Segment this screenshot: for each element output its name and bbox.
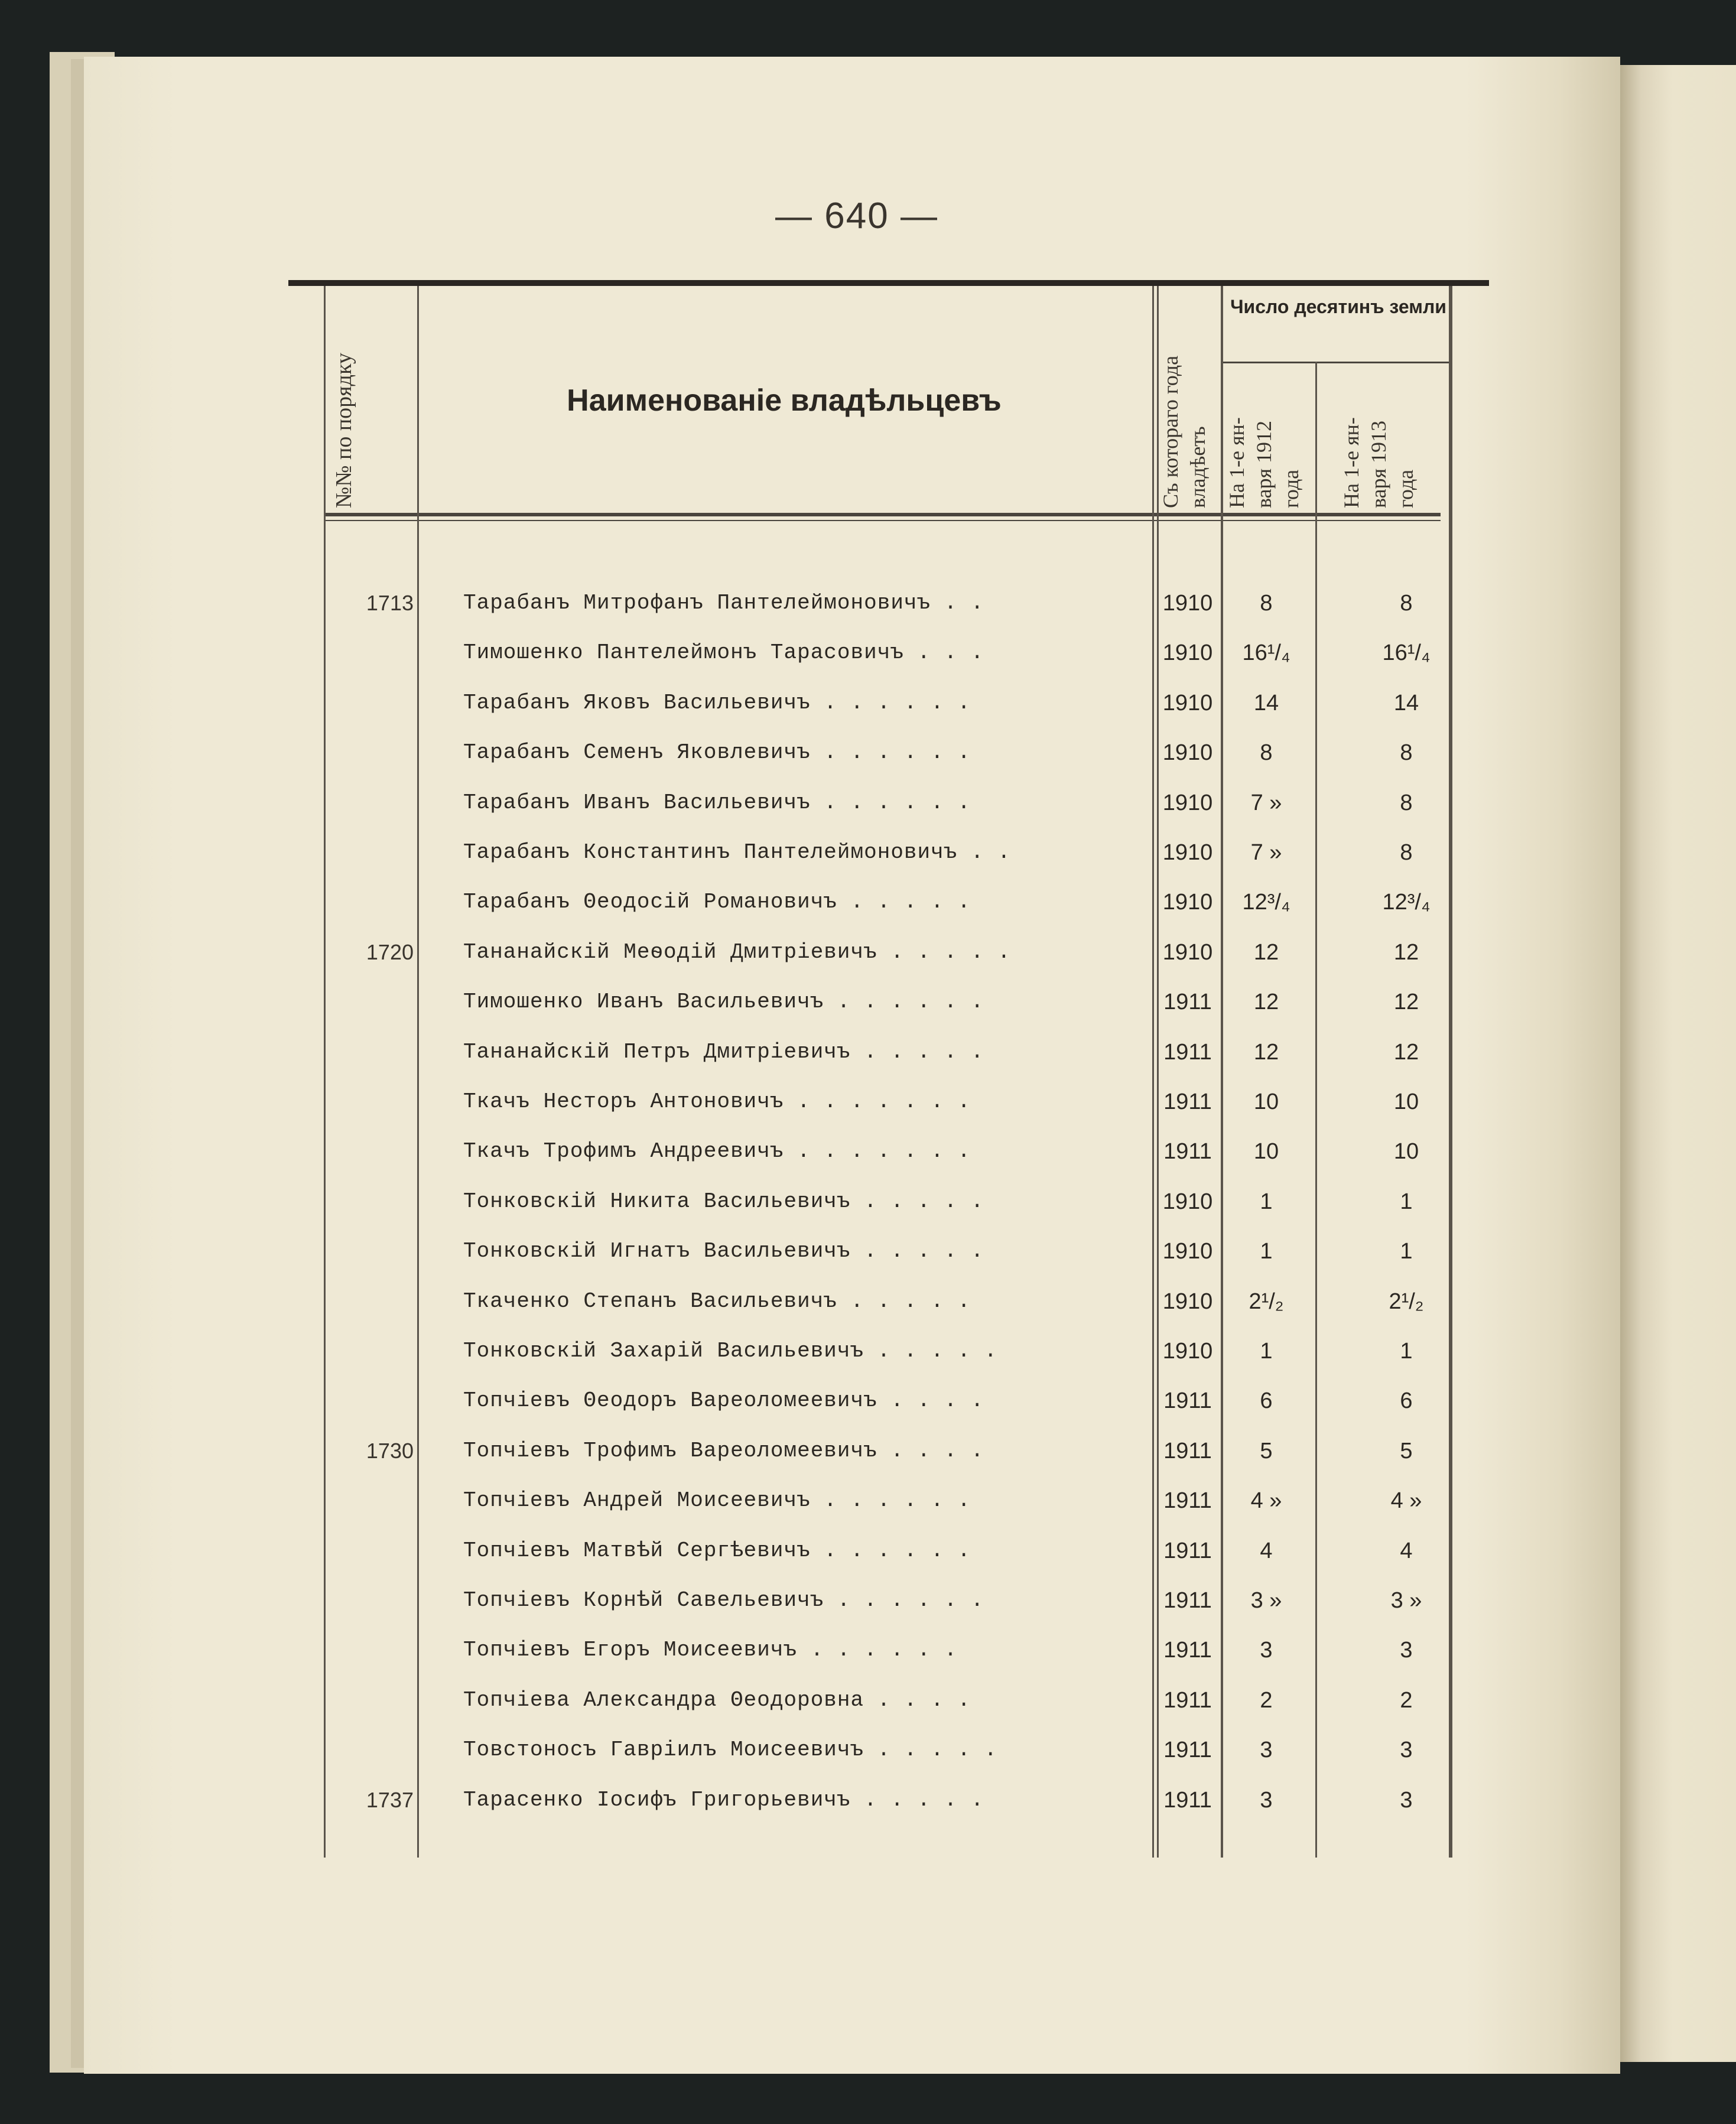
owner-name: Топчіевъ Андрей Моисеевичъ . . . . . . bbox=[463, 1488, 971, 1513]
since-year: 1911 bbox=[1163, 1438, 1212, 1463]
owner-name: Тананайскій Меѳодій Дмитріевичъ . . . . . bbox=[463, 939, 1011, 964]
table-row bbox=[0, 1688, 1736, 1738]
table-row bbox=[0, 1788, 1736, 1837]
land-1913: 2¹/₂ bbox=[1389, 1289, 1424, 1314]
table-row bbox=[0, 990, 1736, 1039]
owner-name: Товстоносъ Гавріилъ Моисеевичъ . . . . . bbox=[463, 1738, 998, 1762]
table-row bbox=[0, 1638, 1736, 1687]
land-1913: 2 bbox=[1400, 1687, 1413, 1713]
land-1913: 8 bbox=[1400, 840, 1413, 865]
land-1913: 6 bbox=[1400, 1388, 1413, 1414]
owner-name: Топчіева Александра Θеодоровна . . . . bbox=[463, 1687, 971, 1712]
land-1913: 4 » bbox=[1390, 1488, 1422, 1514]
since-year: 1910 bbox=[1162, 840, 1213, 865]
table-row bbox=[0, 591, 1736, 640]
land-1913: 8 bbox=[1400, 740, 1413, 766]
land-1913: 12 bbox=[1393, 1039, 1419, 1065]
row-number: 1713 bbox=[366, 591, 414, 615]
land-1912: 3 bbox=[1260, 1638, 1273, 1663]
since-year: 1911 bbox=[1163, 1687, 1212, 1713]
owner-name: Топчіевъ Корнѣй Савельевичъ . . . . . . bbox=[463, 1588, 984, 1612]
land-1912: 12 bbox=[1253, 990, 1279, 1015]
land-1912: 3 bbox=[1260, 1787, 1273, 1813]
owner-name: Топчіевъ Матвѣй Сергѣевичъ . . . . . . bbox=[463, 1538, 971, 1563]
land-1912: 7 » bbox=[1250, 790, 1282, 815]
land-1912: 6 bbox=[1260, 1388, 1273, 1414]
table-row bbox=[0, 1089, 1736, 1139]
since-year: 1911 bbox=[1163, 1588, 1212, 1613]
owner-name: Тарабанъ Θеодосій Романовичъ . . . . . bbox=[463, 890, 971, 915]
land-1912: 1 bbox=[1260, 1189, 1273, 1214]
owner-name: Топчіевъ Θеодоръ Вареоломеевичъ . . . . bbox=[463, 1388, 984, 1413]
land-1912: 4 » bbox=[1250, 1488, 1282, 1514]
table-row bbox=[0, 1538, 1736, 1588]
group-header-rule bbox=[1222, 362, 1450, 363]
row-number: 1720 bbox=[366, 939, 414, 964]
since-year: 1911 bbox=[1163, 1039, 1212, 1065]
since-year: 1910 bbox=[1162, 790, 1213, 815]
land-1912: 1 bbox=[1260, 1239, 1273, 1264]
owner-name: Тананайскій Петръ Дмитріевичъ . . . . . bbox=[463, 1039, 984, 1064]
owner-name: Тонковскій Захарій Васильевичъ . . . . . bbox=[463, 1339, 998, 1363]
table-row bbox=[0, 1738, 1736, 1787]
land-1913: 8 bbox=[1400, 591, 1413, 616]
since-year: 1910 bbox=[1162, 1339, 1213, 1364]
owner-name: Тарабанъ Яковъ Васильевичъ . . . . . . bbox=[463, 690, 971, 715]
since-year: 1911 bbox=[1163, 1538, 1212, 1563]
table-row bbox=[0, 640, 1736, 690]
land-1913: 12 bbox=[1393, 939, 1419, 965]
land-1913: 10 bbox=[1393, 1089, 1419, 1114]
owner-name: Ткачъ Несторъ Антоновичъ . . . . . . . bbox=[463, 1089, 971, 1114]
owner-name: Тарабанъ Иванъ Васильевичъ . . . . . . bbox=[463, 790, 971, 815]
land-1913: 5 bbox=[1400, 1438, 1413, 1463]
land-1912: 3 » bbox=[1250, 1588, 1282, 1613]
land-1913: 12³/₄ bbox=[1382, 890, 1431, 915]
land-1913: 1 bbox=[1400, 1339, 1413, 1364]
row-number: 1737 bbox=[366, 1787, 414, 1812]
table-top-rule bbox=[288, 280, 1489, 286]
since-year: 1911 bbox=[1163, 1388, 1212, 1414]
land-1913: 12 bbox=[1393, 990, 1419, 1015]
since-year: 1911 bbox=[1163, 1638, 1212, 1663]
table-row bbox=[0, 940, 1736, 990]
owner-name: Тарабанъ Семенъ Яковлевичъ . . . . . . bbox=[463, 740, 971, 765]
since-year: 1911 bbox=[1163, 1787, 1212, 1813]
land-1913: 16¹/₄ bbox=[1382, 640, 1431, 666]
table-row bbox=[0, 1488, 1736, 1538]
table-row bbox=[0, 1339, 1736, 1388]
land-1913: 3 bbox=[1400, 1738, 1413, 1763]
table-row bbox=[0, 1040, 1736, 1089]
owner-name: Тарабанъ Константинъ Пантелеймоновичъ . . bbox=[463, 840, 1011, 864]
table-row bbox=[0, 840, 1736, 890]
owner-name: Тонковскій Никита Васильевичъ . . . . . bbox=[463, 1189, 984, 1214]
land-1912: 8 bbox=[1260, 740, 1273, 766]
header-land-1913: На 1-е ян- варя 1913 года bbox=[1340, 417, 1418, 508]
since-year: 1910 bbox=[1162, 1289, 1213, 1314]
owner-name: Тимошенко Пантелеймонъ Тарасовичъ . . . bbox=[463, 640, 984, 665]
land-1913: 1 bbox=[1400, 1239, 1413, 1264]
since-year: 1910 bbox=[1162, 890, 1213, 915]
since-year: 1911 bbox=[1163, 1488, 1212, 1514]
owner-name: Топчіевъ Трофимъ Вареоломеевичъ . . . . bbox=[463, 1438, 984, 1463]
owner-name: Тарабанъ Митрофанъ Пантелеймоновичъ . . bbox=[463, 591, 984, 615]
table-row bbox=[0, 1239, 1736, 1289]
owner-name: Ткаченко Степанъ Васильевичъ . . . . . bbox=[463, 1289, 971, 1313]
since-year: 1910 bbox=[1162, 740, 1213, 766]
land-1912: 5 bbox=[1260, 1438, 1273, 1463]
land-1912: 2 bbox=[1260, 1687, 1273, 1713]
land-1913: 3 bbox=[1400, 1787, 1413, 1813]
owner-name: Тимошенко Иванъ Васильевичъ . . . . . . bbox=[463, 990, 984, 1014]
land-1913: 4 bbox=[1400, 1538, 1413, 1563]
land-1913: 3 » bbox=[1390, 1588, 1422, 1613]
header-land-group: Число десятинъ земли bbox=[1230, 296, 1446, 317]
land-1913: 14 bbox=[1393, 690, 1419, 715]
table-row bbox=[0, 1439, 1736, 1488]
land-1912: 2¹/₂ bbox=[1249, 1289, 1284, 1314]
since-year: 1910 bbox=[1162, 640, 1213, 666]
land-1912: 1 bbox=[1260, 1339, 1273, 1364]
table-row bbox=[0, 791, 1736, 840]
since-year: 1911 bbox=[1163, 1738, 1212, 1763]
land-1912: 10 bbox=[1253, 1089, 1279, 1114]
land-1912: 14 bbox=[1253, 690, 1279, 715]
table-row bbox=[0, 1189, 1736, 1239]
table-row bbox=[0, 691, 1736, 740]
header-bottom-rule-thin bbox=[324, 520, 1441, 521]
row-number: 1730 bbox=[366, 1438, 414, 1463]
header-land-1912: На 1-е ян- варя 1912 года bbox=[1225, 417, 1303, 508]
land-1912: 4 bbox=[1260, 1538, 1273, 1563]
table-row bbox=[0, 890, 1736, 939]
land-1913: 10 bbox=[1393, 1139, 1419, 1165]
table-row bbox=[0, 1289, 1736, 1339]
land-1913: 1 bbox=[1400, 1189, 1413, 1214]
table-row bbox=[0, 1588, 1736, 1638]
owner-name: Топчіевъ Егоръ Моисеевичъ . . . . . . bbox=[463, 1638, 958, 1663]
land-1912: 12³/₄ bbox=[1242, 890, 1290, 915]
land-1912: 3 bbox=[1260, 1738, 1273, 1763]
since-year: 1911 bbox=[1163, 990, 1212, 1015]
owner-name: Тарасенко Іосифъ Григорьевичъ . . . . . bbox=[463, 1787, 984, 1812]
land-1912: 10 bbox=[1253, 1139, 1279, 1165]
land-1912: 16¹/₄ bbox=[1242, 640, 1290, 666]
since-year: 1910 bbox=[1162, 939, 1213, 965]
land-1913: 8 bbox=[1400, 790, 1413, 815]
header-bottom-rule bbox=[324, 513, 1441, 516]
since-year: 1910 bbox=[1162, 1239, 1213, 1264]
header-owner-name: Наименованіе владѣльцевъ bbox=[567, 383, 1002, 418]
land-1912: 12 bbox=[1253, 1039, 1279, 1065]
since-year: 1910 bbox=[1162, 1189, 1213, 1214]
header-number: №№ по порядку bbox=[331, 353, 356, 508]
table-row bbox=[0, 1388, 1736, 1438]
since-year: 1910 bbox=[1162, 591, 1213, 616]
owner-name: Тонковскій Игнатъ Васильевичъ . . . . . bbox=[463, 1239, 984, 1264]
since-year: 1911 bbox=[1163, 1089, 1212, 1114]
since-year: 1910 bbox=[1162, 690, 1213, 715]
page-number: — 640 — bbox=[775, 196, 938, 236]
header-since-year: Съ котораго года владѣетъ bbox=[1159, 355, 1210, 508]
owner-name: Ткачъ Трофимъ Андреевичъ . . . . . . . bbox=[463, 1139, 971, 1164]
land-1912: 8 bbox=[1260, 591, 1273, 616]
table-row bbox=[0, 1139, 1736, 1189]
since-year: 1911 bbox=[1163, 1139, 1212, 1165]
land-1912: 12 bbox=[1253, 939, 1279, 965]
land-1913: 3 bbox=[1400, 1638, 1413, 1663]
table-row bbox=[0, 740, 1736, 790]
land-1912: 7 » bbox=[1250, 840, 1282, 865]
